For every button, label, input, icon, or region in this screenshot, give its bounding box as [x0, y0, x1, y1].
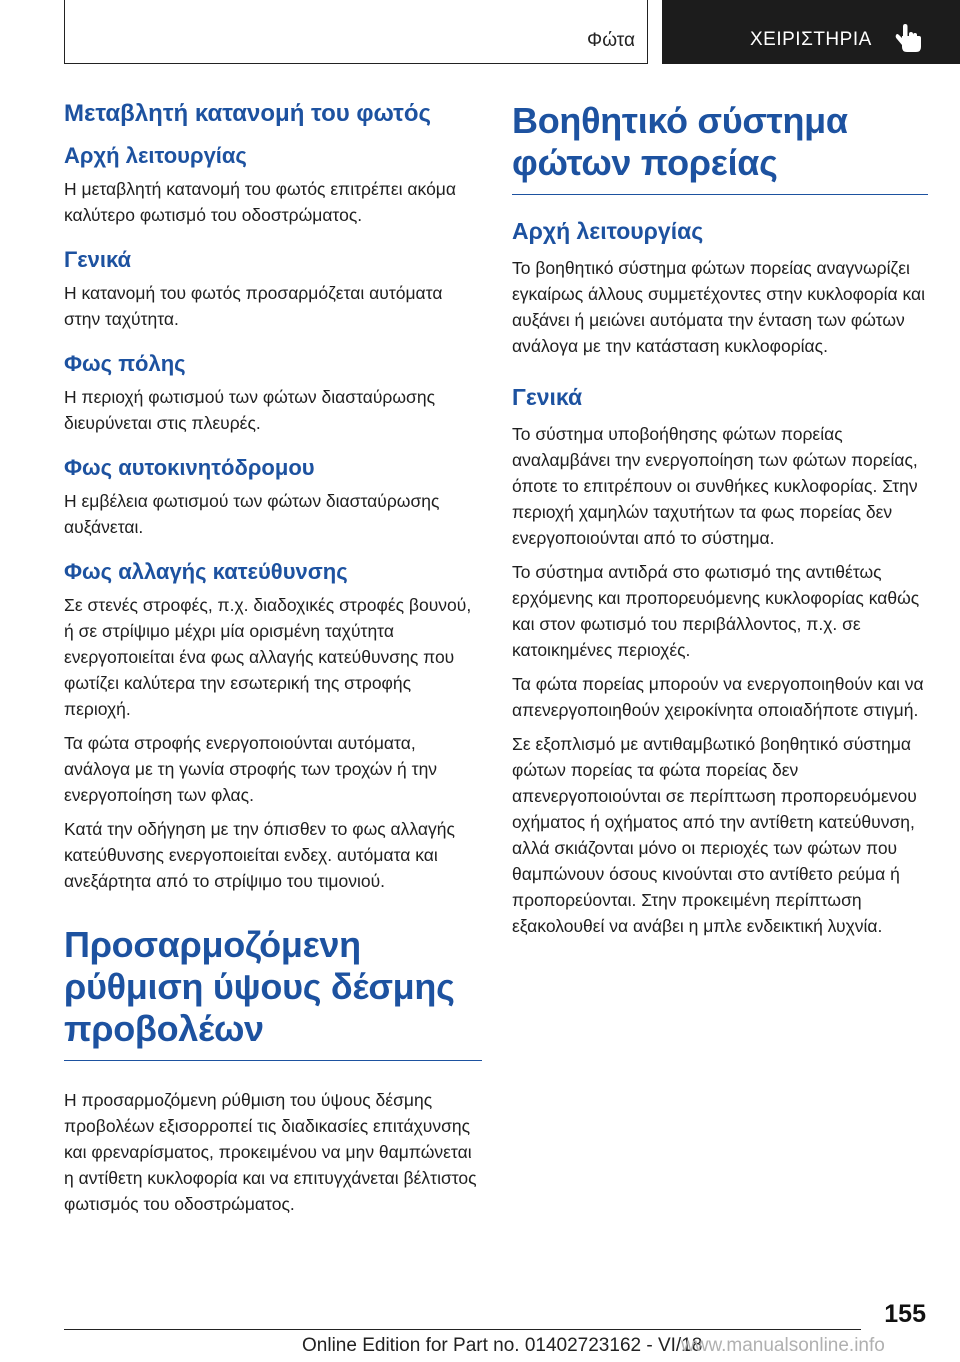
city-light-text: Η περιοχή φωτισμού των φώτων διασταύρωσης διευρύνεται στις πλευρές.	[64, 387, 436, 433]
right-principle-text: Το βοηθητικό σύστημα φώτων πορείας αναγνωρίζει εγκαίρως άλλους συμμετέχοντες στην κυκλοφορία και αυξάνει ή μειώνει αυτόματα την ένταση των φώτων ανάλογα με την κατάσταση κυκλοφορίας.	[512, 258, 926, 356]
motorway-light-heading: Φως αυτοκινητόδρομου	[64, 455, 315, 480]
watermark-text: www.manualsonline.info	[681, 1335, 885, 1356]
page-number: 155	[884, 1300, 926, 1328]
left-principle-heading: Αρχή λειτουργίας	[64, 143, 247, 168]
pointing-hand-icon	[894, 23, 924, 53]
footer-divider	[64, 1329, 861, 1330]
left-column	[64, 100, 482, 1225]
city-light-heading: Φως πόλης	[64, 351, 186, 376]
left-principle-text: Η μεταβλητή κατανομή του φωτός επιτρέπει ακόμα καλύτερο φωτισμό του οδοστρώματος.	[64, 179, 456, 225]
cornering-light-text-1: Σε στενές στροφές, π.χ. διαδοχικές στροφές βουνού, ή σε στρίψιμο μέχρι μία ορισμένη ταχύτητα ενεργοποιείται ένα φως αλλαγής κατεύθυνσης που φωτίζει καλύτερα την εσωτερική της στροφής περιοχή.	[64, 595, 472, 719]
adaptive-headlight-text: Η προσαρμοζόμενη ρύθμιση του ύψους δέσμης προβολέων εξισορροπεί τις διαδικασίες επιτάχυνσης και φρεναρίσματος, προκειμένου να μην θαμπώνεται η αντίθετη κυκλοφορία και να επιτυγχάνεται βέλτιστος φωτισμός του οδοστρώματος.	[64, 1090, 477, 1214]
right-general-text-2: Το σύστημα αντιδρά στο φωτισμό της αντιθέτως ερχόμενης και προπορευόμενης κυκλοφορίας καθώς και στον φωτισμό του περιβάλλοντος, π.χ. σε κατοικημένες περιοχές.	[512, 562, 920, 660]
header-chapter-label: ΧΕΙΡΙΣΤΗΡΙΑ	[750, 29, 872, 50]
right-principle-heading: Αρχή λειτουργίας	[512, 218, 704, 244]
left-section-title: Μεταβλητή κατανομή του φωτός	[64, 100, 431, 127]
left-general-text: Η κατανομή του φωτός προσαρμόζεται αυτόματα στην ταχύτητα.	[64, 283, 443, 329]
cornering-light-text-2: Τα φώτα στροφής ενεργοποιούνται αυτόματα, ανάλογα με τη γωνία στροφής των τροχών ή την ενεργοποίηση των φλας.	[64, 733, 438, 805]
right-general-text-1: Το σύστημα υποβοήθησης φώτων πορείας αναλαμβάνει την ενεργοποίηση των φώτων πορείας, όποτε το επιτρέπουν οι συνθήκες κυκλοφορίας. Στην περιοχή χαμηλών ταχυτήτων τα φως πορείας δεν ενεργοποιούνται από το σύστημα.	[512, 424, 918, 548]
right-general-text-3: Τα φώτα πορείας μπορούν να ενεργοποιηθούν και να απενεργοποιηθούν χειροκίνητα οποιαδήποτε στιγμή.	[512, 674, 924, 720]
high-beam-assistant-title: Βοηθητικό σύστημα φώτων πορείας	[512, 100, 928, 195]
adaptive-headlight-title: Προσαρμοζόμενη ρύθμιση ύψους δέσμης προβολέων	[64, 924, 482, 1061]
edition-text: Online Edition for Part no. 01402723162 - VI/18	[302, 1335, 703, 1356]
right-column	[512, 100, 928, 947]
header-section-box	[64, 0, 648, 64]
right-general-text-4: Σε εξοπλισμό με αντιθαμβωτικό βοηθητικό σύστημα φώτων πορείας τα φώτα πορείας δεν απενεργοποιούνται σε περίπτωση προπορευόμενου οχήματος ή οχήματος από την αντίθετη κατεύθυνση, αλλά σκιάζονται μόνο οι περιοχές των φώτων που θαμπώνουν όσους κινούνται στο αντίθετο ρεύμα ή προπορεύονται. Στην προκειμένη περίπτωση εξακολουθεί να ανάβει η μπλε ενδεικτική λυχνία.	[512, 734, 917, 936]
header-section-title: Φώτα	[587, 30, 635, 51]
cornering-light-heading: Φως αλλαγής κατεύθυνσης	[64, 559, 348, 584]
header-chapter-tab	[662, 0, 960, 64]
motorway-light-text: Η εμβέλεια φωτισμού των φώτων διασταύρωσης αυξάνεται.	[64, 491, 440, 537]
cornering-light-text-3: Κατά την οδήγηση με την όπισθεν το φως αλλαγής κατεύθυνσης ενεργοποιείται ενδεχ. αυτόματα και ανεξάρτητα από το στρίψιμο του τιμονιού.	[64, 819, 455, 891]
right-general-heading: Γενικά	[512, 384, 583, 410]
left-general-heading: Γενικά	[64, 247, 132, 272]
